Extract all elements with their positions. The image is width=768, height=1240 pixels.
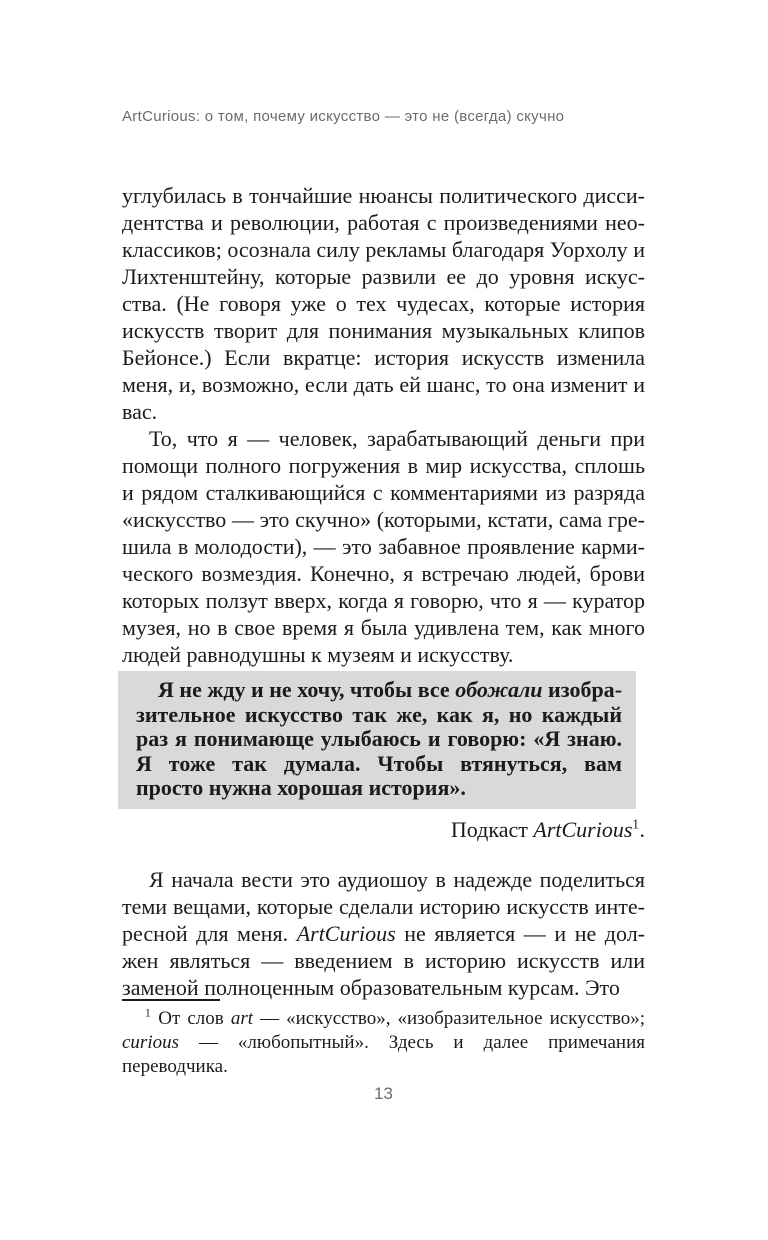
page-number: 13 <box>374 1084 393 1103</box>
attribution-label: Подкаст <box>450 816 534 842</box>
paragraph <box>122 866 645 1001</box>
quote-emphasis: обожали <box>455 677 543 702</box>
footnote-text: — «любопытный». Здесь и далее примечания переводчика. <box>122 1032 645 1077</box>
running-head: ArtCurious: о том, почему искусство — это не (всегда) скучно <box>122 108 565 125</box>
footnote <box>122 1007 645 1079</box>
quote-text: Я не жду и не хочу, чтобы все <box>158 677 456 702</box>
paragraph-continuation: углубилась в тончайшие нюансы политического диссидентства и революции, работая с произведениями неоклассиков; осознала силу рекламы благодаря Уорхолу и Лихтенштейну, которые развили ее до уровня искусства. (Не говоря уже о тех чудесах, которые история искусств творит для понимания музыкальных клипов Бейонсе.) Если вкратце: история искусств изменила меня, и, возможно, если дать ей шанс, то она изменит и вас. <box>122 183 645 424</box>
paragraph-text: Я начала вести это аудиошоу в надежде поделиться теми вещами, которые сделали историю искусств интересной для меня. <box>122 866 645 946</box>
paragraph: То, что я — человек, зарабатывающий деньги при помощи полного погружения в мир искусства, сплошь и рядом сталкивающийся с комментариями из разряда «искусство — это скучно» (которыми, кстати, сама грешила в молодости), — это забавное проявление кармического возмездия. Конечно, я встречаю людей, брови которых ползут вверх, когда я говорю, что я — куратор музея, но в свое время я была удивлена тем, как много людей равнодушны к музеям и искусству. <box>122 426 645 667</box>
podcast-title: ArtCurious <box>533 816 633 842</box>
footnote-text: От слов <box>151 1008 231 1029</box>
footnote-rule <box>122 999 220 1001</box>
pull-quote-box <box>118 671 636 809</box>
footnote-term: curious <box>122 1032 179 1053</box>
paragraph-text: не является — и не должен являться — введением в историю искусств или заменой полноценным образовательным курсам. Это <box>122 920 645 1000</box>
quote-text: изобразительное искусство так же, как я, но каждый раз я понимающе улыбаюсь и говорю: «Я знаю. Я тоже так думала. Чтобы втянуться, вам просто нужна хорошая история». <box>136 677 623 800</box>
footnote-reference: 1 <box>632 816 640 832</box>
footnote-area <box>122 999 645 1079</box>
quote-attribution <box>122 816 645 843</box>
podcast-title: ArtCurious <box>296 920 396 946</box>
footnote-text: — «искусство», «изобразительное искусство»; <box>253 1008 645 1029</box>
page-body <box>122 182 645 1001</box>
attribution-terminator: . <box>639 816 645 842</box>
footnote-term: art <box>230 1008 253 1029</box>
footnote-marker: 1 <box>145 1007 152 1020</box>
